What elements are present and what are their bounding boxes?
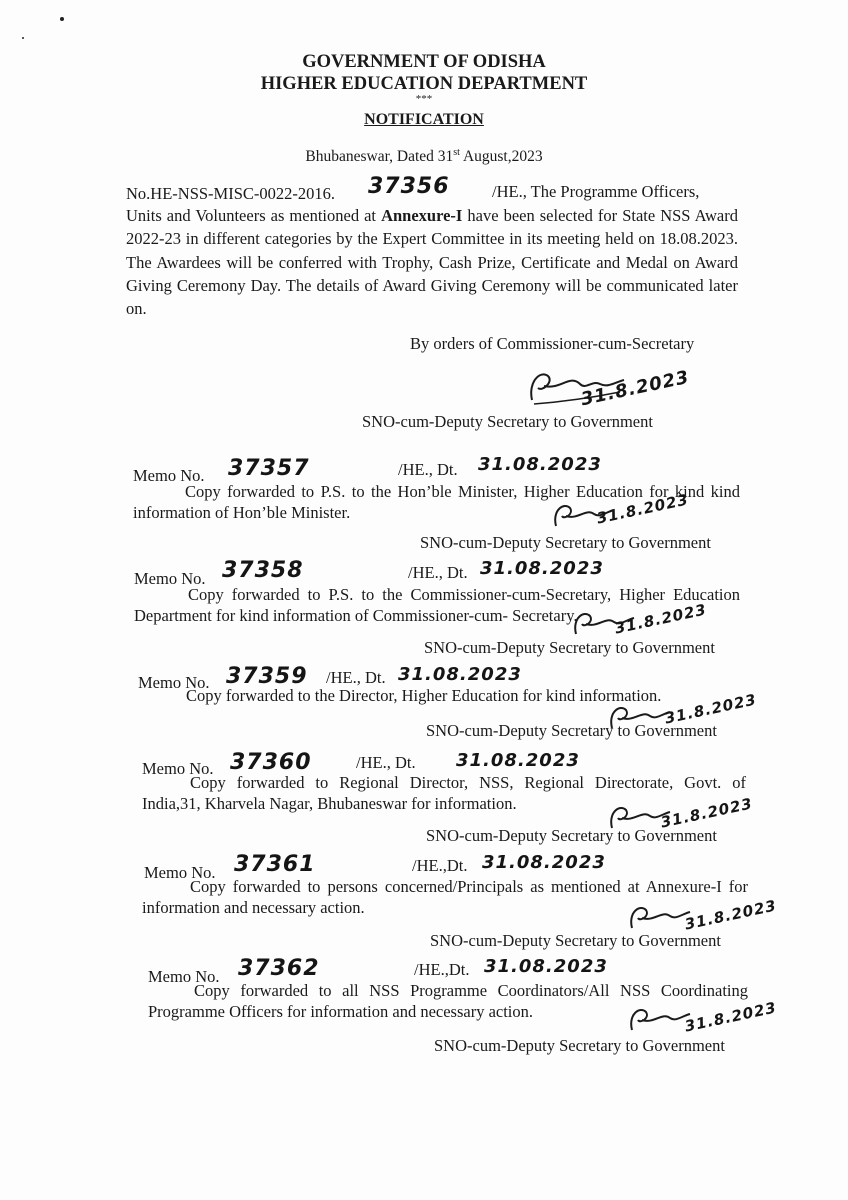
signatory-designation: SNO-cum-Deputy Secretary to Government xyxy=(434,1036,725,1055)
ref-prefix: No.HE-NSS-MISC-0022-2016. xyxy=(126,184,336,203)
scan-speck xyxy=(22,37,24,39)
body-intro: Units and Volunteers as mentioned at xyxy=(126,206,382,225)
ref-suffix: /HE., The Programme Officers, xyxy=(492,182,700,201)
signatory-designation: SNO-cum-Deputy Secretary to Government xyxy=(426,721,717,740)
memo-dated-label: /HE., Dt. xyxy=(326,668,386,687)
body-rest: have been selected for State NSS Award 2022-23 in different categories by the Expert Committee in its meeting held on 18.08.2023. The Awardees will be conferred with Trophy, Cash Prize, Certificate and Medal on Award Giving Ceremony Day. The details of Award Giving Ceremony will be communicated later on. xyxy=(126,206,738,319)
signature-date: 31.8.2023 xyxy=(683,998,779,1036)
handwritten-memo-number: 37359 xyxy=(226,664,308,689)
department-heading: HIGHER EDUCATION DEPARTMENT xyxy=(260,74,588,94)
memo-label: Memo No. xyxy=(138,673,210,692)
memo-text: Copy forwarded to the Director, Higher Education for kind information. xyxy=(186,686,662,705)
dated-suffix: August,2023 xyxy=(459,148,543,166)
dated-sup: st xyxy=(453,147,460,158)
memo-text: Copy forwarded to all NSS Programme Coordinators/All NSS Coordinating Programme Officers for information and necessary action. xyxy=(148,981,748,1021)
signatory-designation: SNO-cum-Deputy Secretary to Government xyxy=(430,931,721,950)
dated-prefix: Bhubaneswar, Dated 31 xyxy=(305,148,454,166)
memo-dated-label: /HE.,Dt. xyxy=(412,856,468,875)
handwritten-memo-number: 37360 xyxy=(230,750,312,775)
handwritten-memo-date: 31.08.2023 xyxy=(398,664,522,685)
handwritten-ref-number: 37356 xyxy=(368,174,450,199)
memo-text: Copy forwarded to Regional Director, NSS, Regional Directorate, Govt. of India,31, Kharvela Nagar, Bhubaneswar for information. xyxy=(142,773,746,813)
memo-text: Copy forwarded to persons concerned/Principals as mentioned at Annexure-I for information and necessary action. xyxy=(142,877,748,917)
handwritten-memo-number: 37362 xyxy=(238,956,320,981)
memo-label: Memo No. xyxy=(134,569,206,588)
signature-date: 31.8.2023 xyxy=(663,690,759,728)
memo-dated-label: /HE.,Dt. xyxy=(414,960,470,979)
memo-dated-label: /HE., Dt. xyxy=(356,753,416,772)
handwritten-memo-number: 37358 xyxy=(222,558,304,583)
by-orders-line: By orders of Commissioner-cum-Secretary xyxy=(410,334,695,353)
handwritten-memo-date: 31.08.2023 xyxy=(484,956,608,977)
signature-date: 31.8.2023 xyxy=(659,794,755,832)
signature-date: 31.8.2023 xyxy=(613,600,709,638)
dated-line xyxy=(0,143,848,167)
signatory-designation: SNO-cum-Deputy Secretary to Government xyxy=(426,826,717,845)
memo-dated-label: /HE., Dt. xyxy=(398,460,458,479)
memo-dated-label: /HE., Dt. xyxy=(408,563,468,582)
heading-asterisks: *** xyxy=(415,93,433,105)
handwritten-memo-number: 37357 xyxy=(228,456,310,481)
memo-label: Memo No. xyxy=(144,863,216,882)
notification-body xyxy=(126,204,738,320)
signature-date: 31.8.2023 xyxy=(683,896,779,934)
scan-speck xyxy=(60,17,64,21)
government-heading: GOVERNMENT OF ODISHA xyxy=(302,52,546,72)
memo-label: Memo No. xyxy=(133,466,205,485)
notification-title: NOTIFICATION xyxy=(364,111,484,128)
handwritten-memo-date: 31.08.2023 xyxy=(456,750,580,771)
memo-text: Copy forwarded to P.S. to the Commissioner-cum-Secretary, Higher Education Department for kind information of Commissioner-cum- Secretary. xyxy=(134,585,740,625)
signature-date: 31.8.2023 xyxy=(595,490,691,528)
signature-date: 31.8.2023 xyxy=(579,366,692,411)
memo-text: Copy forwarded to P.S. to the Hon’ble Minister, Higher Education for kind kind information of Hon’ble Minister. xyxy=(133,482,740,522)
signatory-designation: SNO-cum-Deputy Secretary to Government xyxy=(420,533,711,552)
handwritten-memo-number: 37361 xyxy=(234,852,316,877)
handwritten-memo-date: 31.08.2023 xyxy=(482,852,606,873)
memo-label: Memo No. xyxy=(142,759,214,778)
handwritten-memo-date: 31.08.2023 xyxy=(478,454,602,475)
memo-label: Memo No. xyxy=(148,967,220,986)
signatory-designation: SNO-cum-Deputy Secretary to Government xyxy=(424,638,715,657)
signatory-designation: SNO-cum-Deputy Secretary to Government xyxy=(362,412,653,431)
handwritten-memo-date: 31.08.2023 xyxy=(480,558,604,579)
annexure-label: Annexure-I xyxy=(381,206,463,225)
